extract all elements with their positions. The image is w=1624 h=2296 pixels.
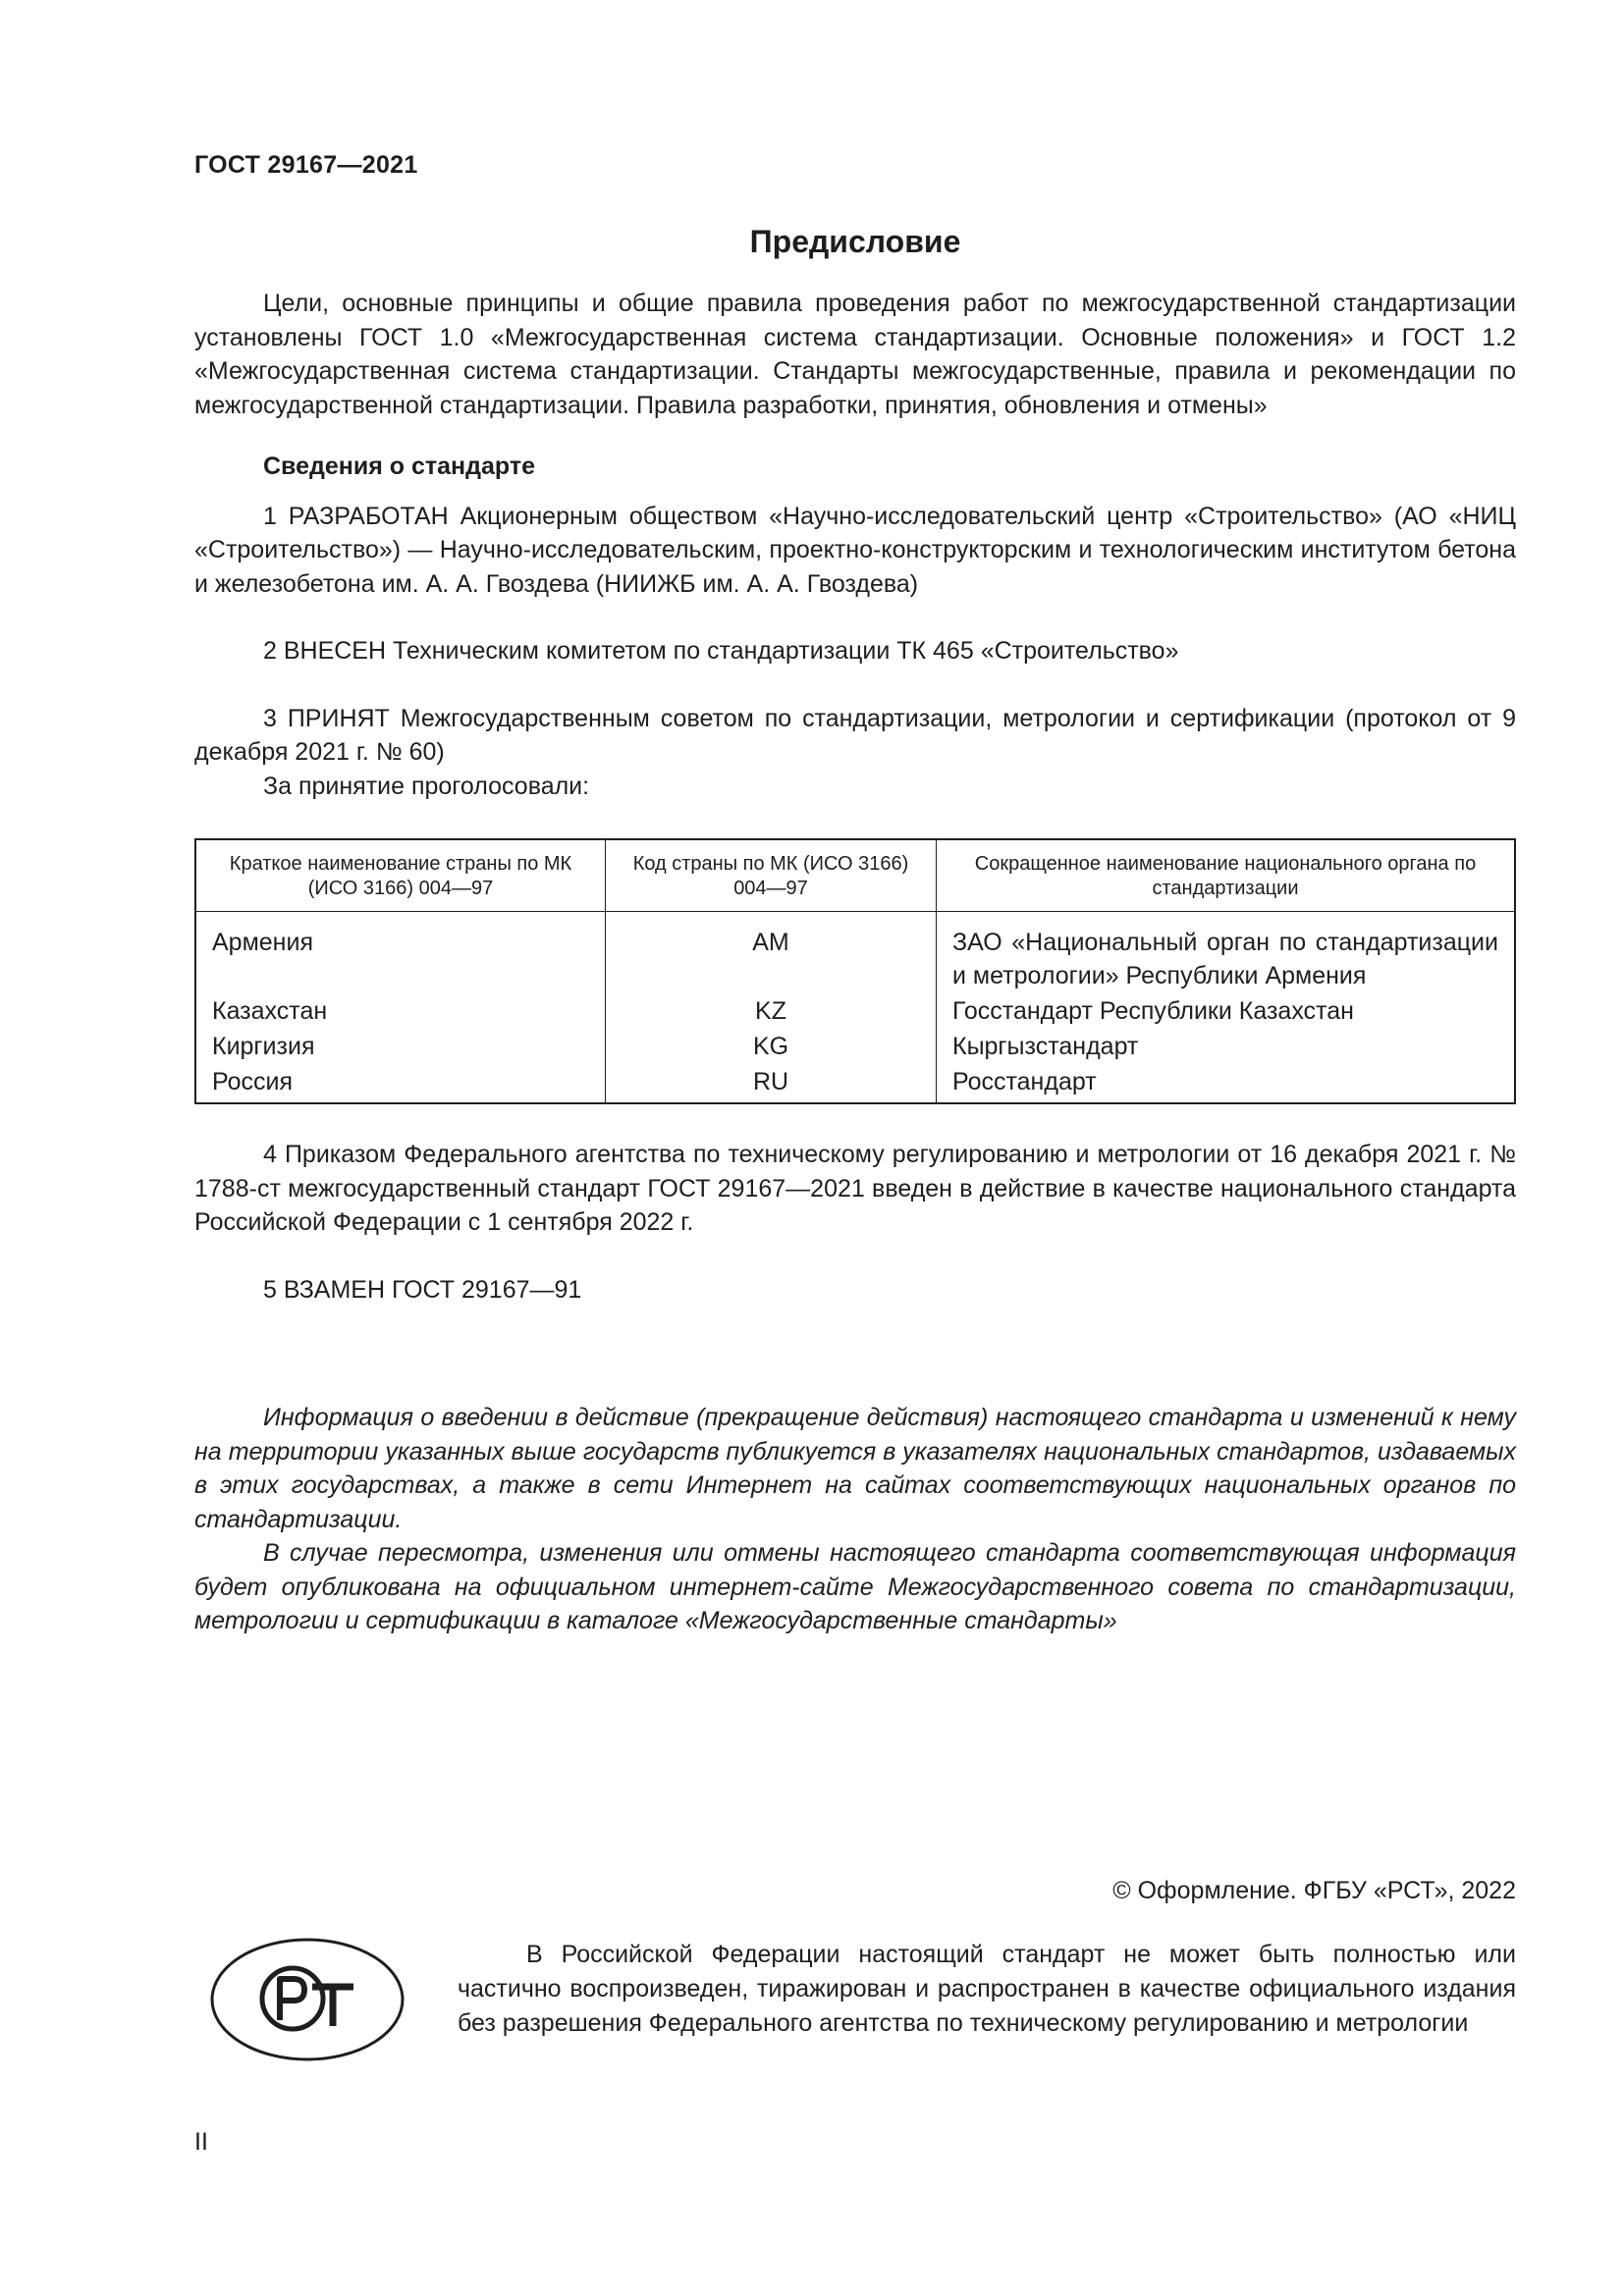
cell-code: AM [606,912,937,994]
intro-paragraph: Цели, основные принципы и общие правила проведения работ по межгосударственной стандартизации установлены ГОСТ 1.0 «Межгосударственная система стандартизации. Основные положения» и ГОСТ 1.2 «Межгосударственная система стандартизации. Стандарты межгосударственные, правила и рекомендации по межгосударственной стандартизации. Правила разработки, принятия, обновления и отмены» [194,290,1516,419]
standard-info-heading: Сведения о стандарте [263,453,536,480]
cell-body: Госстандарт Республики Казахстан [937,993,1516,1029]
copyright: © Оформление. ФГБУ «РСТ», 2022 [1112,1877,1516,1904]
header-body: Сокращенное наименование национального органа по стандартизации [937,839,1516,912]
header-country: Краткое наименование страны по МК (ИСО 3166) 004—97 [195,839,606,912]
voted-intro: За принятие проголосовали: [263,772,590,800]
notes-block [194,1401,1516,1638]
cell-body: Кыргызстандарт [937,1029,1516,1064]
item-introduced: 2 ВНЕСЕН Техническим комитетом по стандартизации ТК 465 «Строительство» [263,637,1179,665]
cell-country: Казахстан [195,993,606,1029]
item-adopted: 3 ПРИНЯТ Межгосударственным советом по стандартизации, метрологии и сертификации (протокол от 9 декабря 2021 г. № 60) [194,704,1516,766]
item-developed: 1 РАЗРАБОТАН Акционерным обществом «Научно-исследовательский центр «Строительство» (АО «НИЦ «Строительство») — Научно-исследовательским, проектно-конструкторским и технологическим институтом бетона и железобетона им. А. А. Гвоздева (НИИЖБ им. А. А. Гвоздева) [194,502,1516,598]
table-row [195,912,1515,994]
foreword-title: Предисловие [749,224,961,259]
table-row [195,1064,1515,1103]
cell-code: KZ [606,993,937,1029]
table-row [195,1029,1515,1064]
cell-country: Армения [195,912,606,994]
logo-text: РСТ [306,2054,308,2055]
header-code: Код страны по МК (ИСО 3166) 004—97 [606,839,937,912]
cell-code: RU [606,1064,937,1103]
item-replaces: 5 ВЗАМЕН ГОСТ 29167—91 [263,1275,582,1304]
standard-number-header: ГОСТ 29167—2021 [194,151,418,179]
table-header-row [195,839,1515,912]
copyright-notice: В Российской Федерации настоящий стандарт не может быть полностью или частично воспроизведен, тиражирован и распространен в качестве официального издания без разрешения Федерального агентства по техническому регулированию и метрологии [458,1941,1516,2037]
revision-note: В случае пересмотра, изменения или отмены настоящего стандарта соответствующая информация будет опубликована на официальном интернет-сайте Межгосударственного совета по стандартизации, метрологии и сертификации в каталоге «Межгосударственные стандарты» [194,1539,1516,1634]
page-number: II [194,2128,208,2156]
info-note: Информация о введении в действие (прекращение действия) настоящего стандарта и изменений к нему на территории указанных выше государств публикуется в указателях национальных стандартов, издаваемых в этих государствах, а также в сети Интернет на сайтах соответствующих национальных органов по стандартизации. [194,1404,1516,1533]
cell-body: ЗАО «Национальный орган по стандартизации и метрологии» Республики Армения [937,912,1516,994]
item-order: 4 Приказом Федерального агентства по техническому регулированию и метрологии от 16 декабря 2021 г. № 1788-ст межгосударственный стандарт ГОСТ 29167—2021 введен в действие в качестве национального стандарта Российской Федерации с 1 сентября 2022 г. [194,1141,1516,1236]
rst-logo-icon [208,1936,406,2063]
cell-country: Киргизия [195,1029,606,1064]
cell-code: KG [606,1029,937,1064]
cell-body: Росстандарт [937,1064,1516,1103]
table-row [195,993,1515,1029]
cell-country: Россия [195,1064,606,1103]
foreword-content [194,222,1516,1638]
voting-table [194,838,1516,1104]
